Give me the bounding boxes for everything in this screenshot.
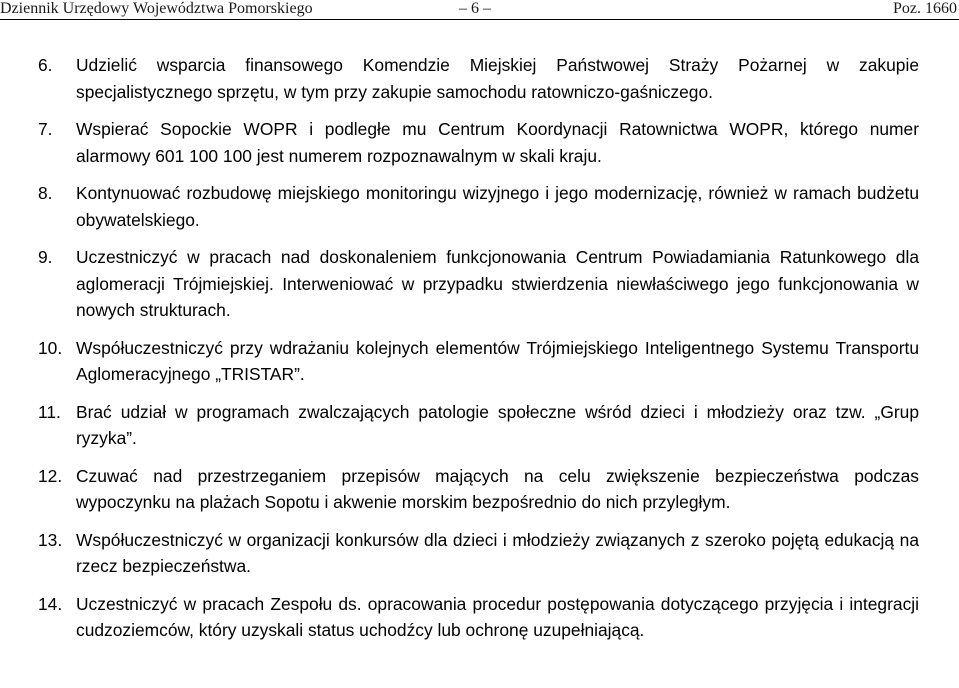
- page-number: – 6 –: [459, 0, 491, 17]
- list-item: [38, 591, 919, 644]
- item-text: Współuczestniczyć w organizacji konkursów dla dzieci i młodzieży związanych z szeroko pojętą edukacją na rzecz bezpieczeństwa.: [76, 529, 919, 576]
- position-number: Poz. 1660: [893, 0, 957, 17]
- item-number: 7.: [38, 119, 53, 139]
- item-number: 6.: [38, 55, 53, 75]
- item-text: Wspierać Sopockie WOPR i podległe mu Centrum Koordynacji Ratownictwa WOPR, którego numer alarmowy 601 100 100 jest numerem rozpoznawalnym w skali kraju.: [76, 119, 919, 166]
- list-item: [38, 335, 919, 388]
- item-number: 10.: [38, 337, 63, 358]
- list-item: [38, 399, 919, 452]
- item-number: 12.: [38, 465, 63, 486]
- item-number: 14.: [38, 593, 63, 614]
- item-text: Uczestniczyć w pracach Zespołu ds. opracowania procedur postępowania dotyczącego przyjęcia i integracji cudzoziemców, który uzyskali status uchodźcy lub ochronę uzupełniającą.: [76, 593, 919, 640]
- item-text: Kontynuować rozbudowę miejskiego monitoringu wizyjnego i jego modernizację, również w ramach budżetu obywatelskiego.: [76, 183, 919, 230]
- header-divider: [0, 19, 959, 20]
- page-header: [0, 0, 959, 17]
- item-text: Czuwać nad przestrzeganiem przepisów mających na celu zwiększenie bezpieczeństwa podczas wypoczynku na plażach Sopotu i akwenie morskim bezpośrednio do nich przyległym.: [76, 465, 919, 512]
- item-text: Uczestniczyć w pracach nad doskonaleniem funkcjonowania Centrum Powiadamiania Ratunkowego dla aglomeracji Trójmiejskiej. Interweniować w przypadku stwierdzenia niewłaściwego jego funkcjonowania w nowych strukturach.: [76, 247, 919, 320]
- list-item: [38, 463, 919, 516]
- list-item: [38, 527, 919, 580]
- item-number: 13.: [38, 529, 63, 550]
- item-text: Udzielić wsparcia finansowego Komendzie Miejskiej Państwowej Straży Pożarnej w zakupie specjalistycznego sprzętu, w tym przy zakupie samochodu ratowniczo-gaśniczego.: [76, 55, 919, 102]
- item-number: 8.: [38, 183, 53, 203]
- list-item: [38, 180, 919, 233]
- item-text: Współuczestniczyć przy wdrażaniu kolejnych elementów Trójmiejskiego Inteligentnego Systemu Transportu Aglomeracyjnego „TRISTAR”.: [76, 337, 919, 384]
- list-item: [38, 244, 919, 324]
- item-number: 9.: [38, 247, 53, 267]
- list-item: [38, 116, 919, 169]
- list-item: [38, 52, 919, 105]
- item-number: 11.: [38, 401, 61, 422]
- item-text: Brać udział w programach zwalczających patologie społeczne wśród dzieci i młodzieży oraz tzw. „Grup ryzyka”.: [76, 401, 919, 448]
- numbered-list: [38, 52, 919, 655]
- journal-title: Dziennik Urzędowy Województwa Pomorskiego: [0, 0, 313, 17]
